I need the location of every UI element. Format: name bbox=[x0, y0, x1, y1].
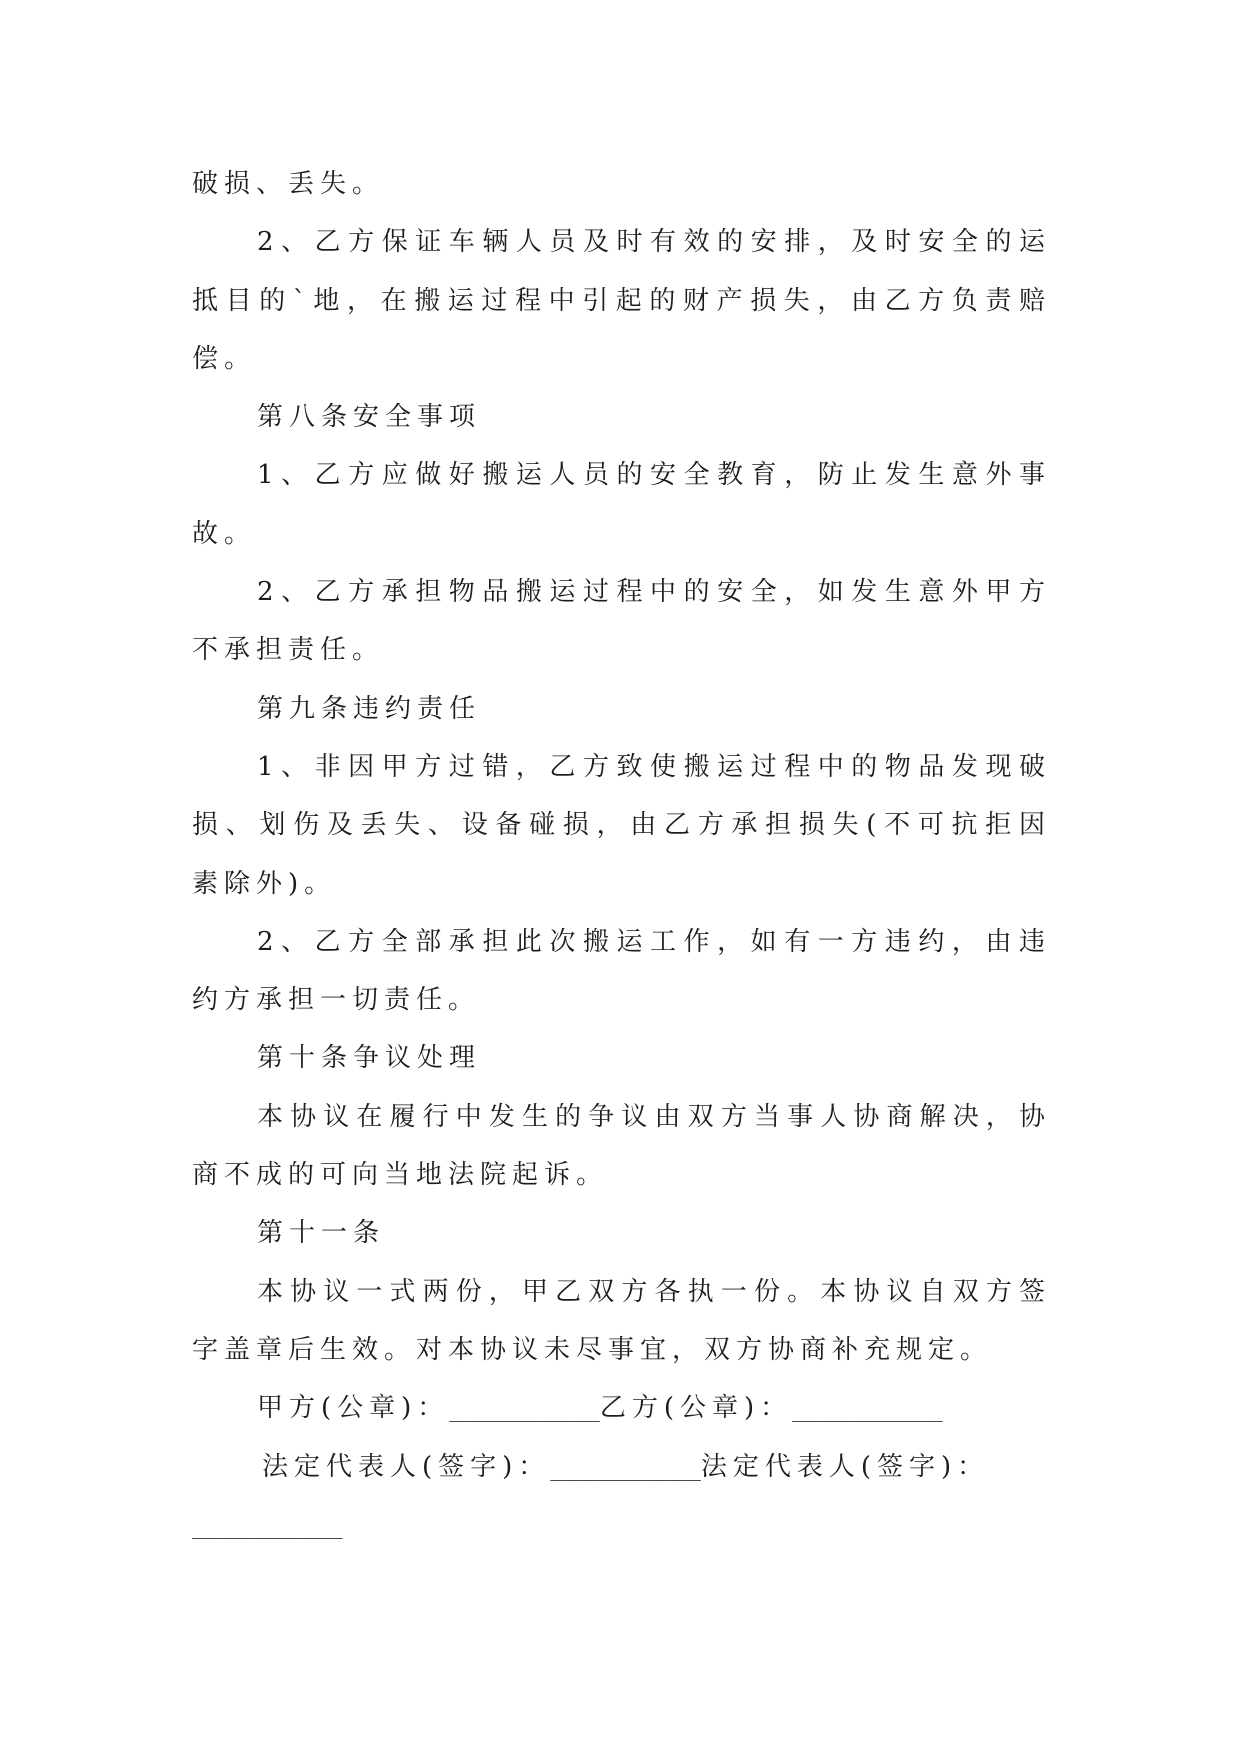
party-a-representative-blank: __________ bbox=[550, 1451, 701, 1481]
text-line: 2、乙方保证车辆人员及时有效的安排，及时安全的运 bbox=[257, 227, 1051, 258]
text-line: 故。 bbox=[192, 518, 257, 549]
signature-row-continuation bbox=[192, 1496, 1051, 1554]
text-line: 字盖章后生效。对本协议未尽事宜，双方协商补充规定。 bbox=[192, 1334, 993, 1365]
text-line: 偿。 bbox=[192, 343, 257, 374]
text-line: 商不成的可向当地法院起诉。 bbox=[192, 1160, 609, 1191]
heading-clause-10 bbox=[192, 1029, 1051, 1087]
paragraph-clause-9-item-1 bbox=[192, 738, 1051, 913]
party-a-seal-blank: __________ bbox=[449, 1393, 600, 1423]
heading-clause-8 bbox=[192, 388, 1051, 446]
text-line: 素除外)。 bbox=[192, 868, 337, 899]
paragraph-clause-10 bbox=[192, 1088, 1051, 1205]
signature-row-seals bbox=[192, 1379, 1051, 1437]
paragraph-clause-7-item-2 bbox=[192, 213, 1051, 388]
clause-heading: 第十一条 bbox=[257, 1218, 386, 1249]
party-a-seal-label: 甲方(公章)： bbox=[257, 1393, 450, 1424]
document-body bbox=[192, 155, 1051, 1554]
text-line: 抵目的`地，在搬运过程中引起的财产损失，由乙方负责赔 bbox=[192, 285, 1051, 316]
text-line: 1、乙方应做好搬运人员的安全教育，防止发生意外事 bbox=[257, 460, 1051, 491]
text-line: 破损、丢失。 bbox=[192, 169, 385, 199]
party-b-representative-label: 法定代表人(签字)： bbox=[700, 1451, 990, 1482]
text-line: 2、乙方承担物品搬运过程中的安全，如发生意外甲方 bbox=[257, 577, 1051, 608]
heading-clause-9 bbox=[192, 680, 1051, 738]
paragraph-continuation bbox=[192, 155, 1051, 213]
text-line: 不承担责任。 bbox=[192, 635, 385, 666]
clause-heading: 第九条违约责任 bbox=[257, 693, 482, 724]
party-a-representative-label: 法定代表人(签字)： bbox=[262, 1451, 551, 1482]
text-line: 本协议一式两份，甲乙双方各执一份。本协议自双方签 bbox=[257, 1276, 1051, 1307]
paragraph-clause-11 bbox=[192, 1263, 1051, 1380]
party-b-representative-blank: __________ bbox=[192, 1509, 343, 1539]
party-b-seal-label: 乙方(公章)： bbox=[599, 1393, 793, 1424]
heading-clause-11 bbox=[192, 1204, 1051, 1262]
signature-row-representatives bbox=[192, 1438, 1051, 1496]
paragraph-clause-8-item-2 bbox=[192, 563, 1051, 680]
text-line: 约方承担一切责任。 bbox=[192, 985, 481, 1016]
text-line: 2、乙方全部承担此次搬运工作，如有一方违约，由违 bbox=[257, 926, 1051, 957]
party-b-seal-blank: __________ bbox=[792, 1393, 943, 1423]
clause-heading: 第十条争议处理 bbox=[257, 1043, 482, 1074]
paragraph-clause-8-item-1 bbox=[192, 446, 1051, 563]
text-line: 本协议在履行中发生的争议由双方当事人协商解决，协 bbox=[257, 1101, 1051, 1132]
text-line: 损、划伤及丢失、设备碰损，由乙方承担损失(不可抗拒因 bbox=[192, 810, 1051, 841]
clause-heading: 第八条安全事项 bbox=[257, 402, 482, 433]
paragraph-clause-9-item-2 bbox=[192, 913, 1051, 1030]
text-line: 1、非因甲方过错，乙方致使搬运过程中的物品发现破 bbox=[257, 751, 1051, 782]
